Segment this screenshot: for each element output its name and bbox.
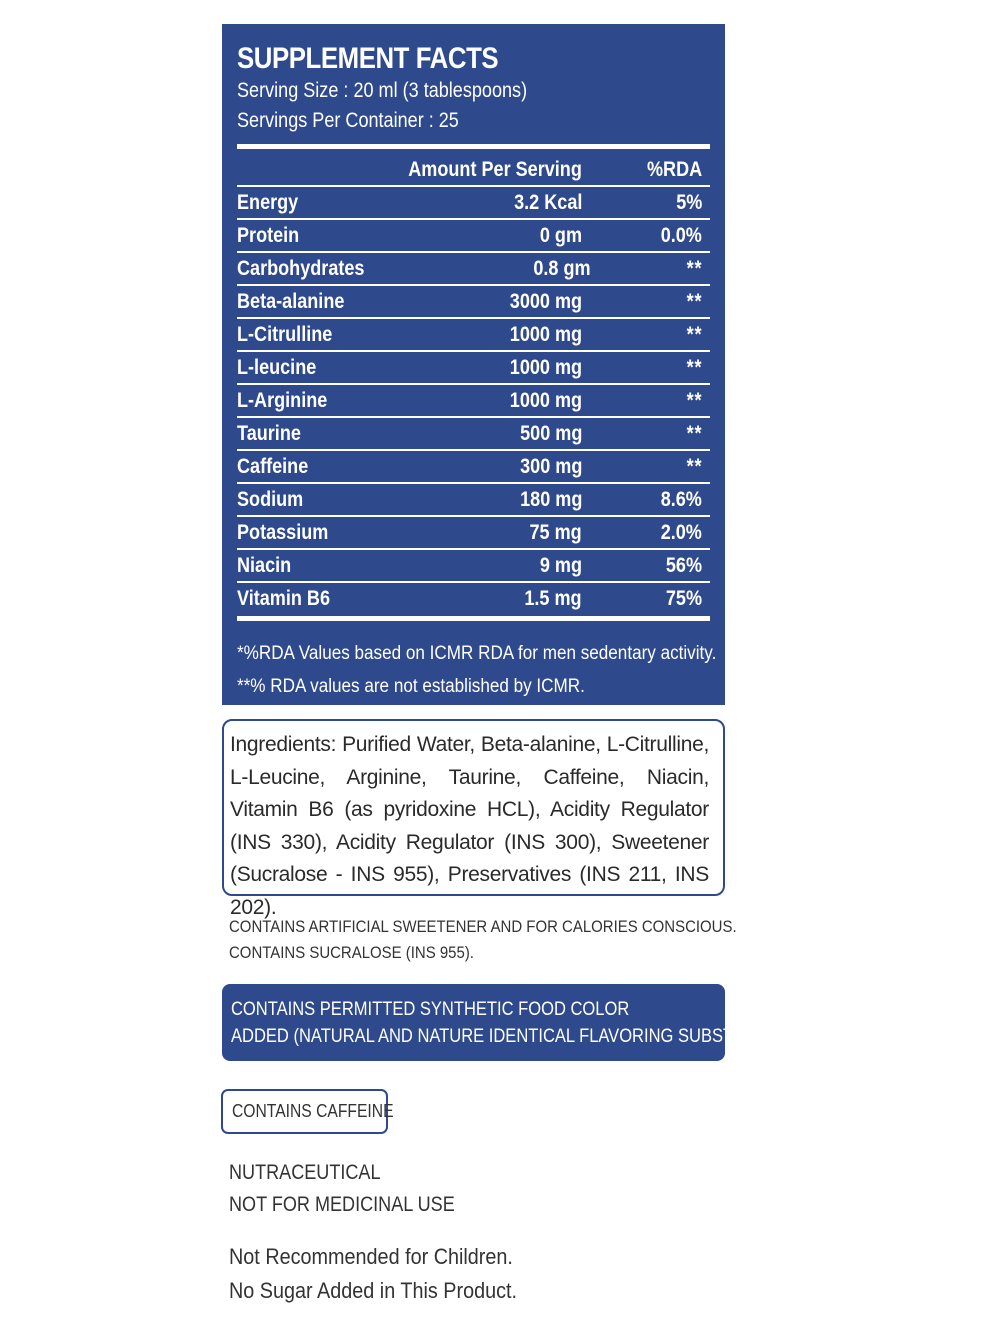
nutrient-amount: 9 mg: [539, 553, 582, 577]
nutrient-name: L-Citrulline: [237, 322, 333, 346]
supplement-facts-panel: [222, 24, 725, 705]
nutrient-amount: 0.8 gm: [532, 256, 591, 280]
advisory-line-1: Not Recommended for Children.: [229, 1244, 513, 1269]
caffeine-badge-label: CONTAINS CAFFEINE: [232, 1101, 394, 1121]
facts-header-row: [237, 155, 710, 185]
nutrient-name: Taurine: [237, 421, 301, 445]
advisory-line-2: No Sugar Added in This Product.: [229, 1278, 518, 1303]
serving-size: Serving Size : 20 ml (3 tablespoons): [237, 79, 528, 102]
table-row: [237, 286, 710, 317]
nutrient-rda: 5%: [675, 190, 702, 214]
nutrient-rda: 8.6%: [660, 487, 702, 511]
food-color-notice-line-2: ADDED (NATURAL AND NATURE IDENTICAL FLAVORING SUBSTANCES): [231, 1026, 795, 1047]
classification-line-1: NUTRACEUTICAL: [229, 1161, 381, 1184]
servings-per-container: Servings Per Container : 25: [237, 109, 459, 132]
nutrient-rda: **: [686, 388, 702, 412]
nutrient-rda: 0.0%: [660, 223, 702, 247]
divider-thick: [237, 144, 710, 149]
nutrient-rda: **: [686, 421, 702, 445]
nutrient-name: L-leucine: [237, 355, 317, 379]
classification: [229, 1157, 492, 1221]
nutrient-name: Potassium: [237, 520, 329, 544]
table-row: [237, 352, 710, 383]
advisory: [229, 1240, 549, 1308]
nutrient-name: Niacin: [237, 553, 292, 577]
table-row: [237, 418, 710, 449]
sweetener-warning-line-2: CONTAINS SUCRALOSE (INS 955).: [229, 943, 474, 962]
classification-line-2: NOT FOR MEDICINAL USE: [229, 1193, 455, 1216]
rda-note-2: **% RDA values are not established by ICMR.: [237, 676, 585, 697]
nutrient-name: Protein: [237, 223, 300, 247]
facts-rows: [237, 185, 710, 614]
nutrient-amount: 1000 mg: [509, 388, 582, 412]
nutrient-amount: 1000 mg: [509, 355, 582, 379]
nutrient-name: Beta-alanine: [237, 289, 345, 313]
food-color-notice-line-1: CONTAINS PERMITTED SYNTHETIC FOOD COLOR: [231, 999, 630, 1020]
table-row: [237, 550, 710, 581]
rda-column-header: %RDA: [646, 158, 702, 181]
caffeine-badge: [221, 1089, 394, 1134]
table-row: [237, 517, 710, 548]
table-row: [237, 583, 710, 614]
nutrient-rda: **: [686, 289, 702, 313]
nutrient-name: Caffeine: [237, 454, 309, 478]
rda-notes: [237, 637, 717, 703]
table-row: [237, 187, 710, 218]
nutrient-amount: 75 mg: [529, 520, 582, 544]
nutrient-name: Sodium: [237, 487, 304, 511]
nutrient-amount: 1000 mg: [509, 322, 582, 346]
nutrient-amount: 1.5 mg: [524, 586, 582, 610]
table-row: [237, 451, 710, 482]
nutrient-amount: 180 mg: [519, 487, 582, 511]
facts-title: SUPPLEMENT FACTS: [237, 42, 499, 75]
ingredients-text: Ingredients: Purified Water, Beta-alanine, L-Citrulline, L-Leucine, Arginine, Taurine, Caffeine, Niacin, Vitamin B6 (as pyridoxine HCL), Acidity Regulator (INS 330), Acidity Regulator (INS 300), Sweetener (Sucralose - INS 955), Preservatives (INS 211, INS 202).: [230, 733, 709, 919]
nutrient-rda: **: [686, 355, 702, 379]
food-color-notice: [222, 984, 795, 1061]
nutrient-amount: 3000 mg: [509, 289, 582, 313]
table-row: [237, 484, 710, 515]
rda-note-1: *%RDA Values based on ICMR RDA for men sedentary activity.: [237, 643, 717, 664]
nutrient-name: Carbohydrates: [237, 256, 365, 280]
nutrient-name: Vitamin B6: [237, 586, 331, 610]
amount-column-header: Amount Per Serving: [408, 158, 582, 181]
table-row: [237, 220, 710, 251]
nutrient-amount: 0 gm: [539, 223, 582, 247]
table-row: [237, 319, 710, 350]
nutrient-amount: 500 mg: [519, 421, 582, 445]
table-row: [237, 253, 710, 284]
nutrient-rda: **: [686, 256, 702, 280]
nutrient-rda: 56%: [665, 553, 702, 577]
nutrient-rda: 2.0%: [660, 520, 702, 544]
sweetener-warning: [229, 914, 806, 966]
sweetener-warning-line-1: CONTAINS ARTIFICIAL SWEETENER AND FOR CALORIES CONSCIOUS.: [229, 917, 737, 936]
nutrient-amount: 300 mg: [519, 454, 582, 478]
table-row: [237, 385, 710, 416]
divider-thick-bottom: [237, 616, 710, 621]
nutrient-rda: 75%: [665, 586, 702, 610]
nutrient-amount: 3.2 Kcal: [513, 190, 582, 214]
nutrient-name: Energy: [237, 190, 299, 214]
nutrient-name: L-Arginine: [237, 388, 328, 412]
ingredients-box: [222, 719, 725, 919]
nutrient-rda: **: [686, 454, 702, 478]
nutrient-rda: **: [686, 322, 702, 346]
